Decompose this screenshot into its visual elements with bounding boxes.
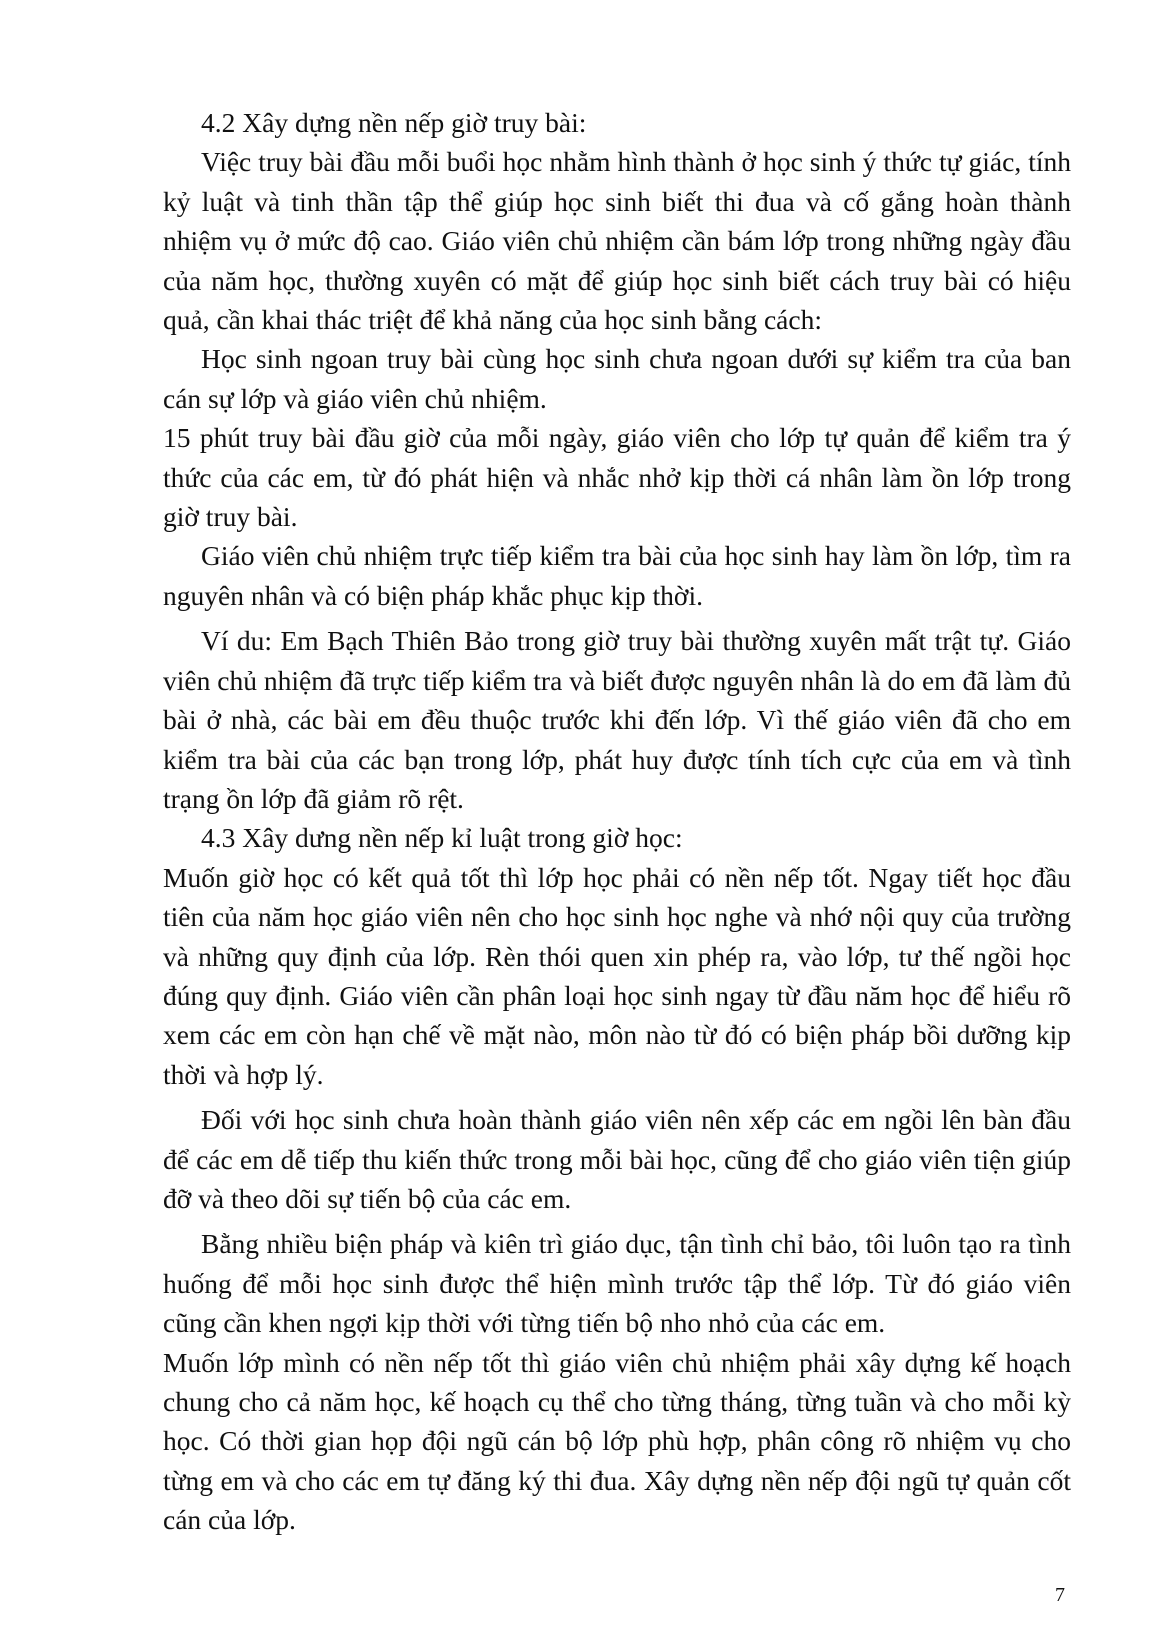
paragraph-planning: Muốn lớp mình có nền nếp tốt thì giáo viên chủ nhiệm phải xây dựng kế hoạch chung cho cả năm học, kế hoạch cụ thể cho từng tháng, từng tuần và cho mỗi kỳ học. Có thời gian họp đội ngũ cán bộ lớp phù hợp, phân công rõ nhiệm vụ cho từng em và cho các em tự đăng ký thi đua. Xây dựng nền nếp đội ngũ tự quản cốt cán của lớp. bbox=[163, 1346, 1071, 1536]
section-heading-4-2: 4.2 Xây dựng nền nếp giờ truy bài: bbox=[201, 107, 587, 138]
document-body bbox=[163, 103, 1071, 1540]
paragraph-truy-bai-purpose: Việc truy bài đầu mỗi buổi học nhằm hình thành ở học sinh ý thức tự giác, tính kỷ luật và tinh thần tập thể giúp học sinh biết thi đua và cố gắng hoàn thành nhiệm vụ ở mức độ cao. Giáo viên chủ nhiệm cần bám lớp trong những ngày đầu của năm học, thường xuyên có mặt để giúp học sinh biết cách truy bài có hiệu quả, cần khai thác triệt để khả năng của học sinh bằng cách: bbox=[163, 146, 1071, 336]
paragraph-class-discipline: Muốn giờ học có kết quả tốt thì lớp học phải có nền nếp tốt. Ngay tiết học đầu tiên của năm học giáo viên nên cho học sinh học nghe và nhớ nội quy của trường và những quy định của lớp. Rèn thói quen xin phép ra, vào lớp, tư thế ngồi học đúng quy định. Giáo viên cần phân loại học sinh ngay từ đầu năm học để hiểu rõ xem các em còn hạn chế về mặt nào, môn nào từ đó có biện pháp bồi dưỡng kịp thời và hợp lý. bbox=[163, 861, 1071, 1090]
page-number: 7 bbox=[1055, 1584, 1065, 1606]
section-heading-4-3: 4.3 Xây dưng nền nếp kỉ luật trong giờ học: bbox=[201, 822, 683, 854]
paragraph-teacher-check: Giáo viên chủ nhiệm trực tiếp kiểm tra bài của học sinh hay làm ồn lớp, tìm ra nguyên nhân và có biện pháp khắc phục kịp thời. bbox=[163, 540, 1071, 611]
paragraph-student-pairing: Học sinh ngoan truy bài cùng học sinh chưa ngoan dưới sự kiểm tra của ban cán sự lớp và giáo viên chủ nhiệm. bbox=[163, 343, 1071, 414]
paragraph-fifteen-minutes: 15 phút truy bài đầu giờ của mỗi ngày, giáo viên cho lớp tự quản để kiểm tra ý thức của các em, từ đó phát hiện và nhắc nhở kịp thời cá nhân làm ồn lớp trong giờ truy bài. bbox=[163, 422, 1071, 533]
paragraph-seating: Đối với học sinh chưa hoàn thành giáo viên nên xếp các em ngồi lên bàn đầu để các em dễ tiếp thu kiến thức trong mỗi bài học, cũng để cho giáo viên tiện giúp đỡ và theo dõi sự tiến bộ của các em. bbox=[163, 1104, 1071, 1214]
paragraph-encouragement: Bằng nhiều biện pháp và kiên trì giáo dục, tận tình chỉ bảo, tôi luôn tạo ra tình huống để mỗi học sinh được thể hiện mình trước tập thể lớp. Từ đó giáo viên cũng cần khen ngợi kịp thời với từng tiến bộ nho nhỏ của các em. bbox=[163, 1228, 1071, 1339]
paragraph-example: Ví du: Em Bạch Thiên Bảo trong giờ truy bài thường xuyên mất trật tự. Giáo viên chủ nhiệm đã trực tiếp kiểm tra và biết được nguyên nhân là do em đã làm đủ bài ở nhà, các bài em đều thuộc trước khi đến lớp. Vì thế giáo viên đã cho em kiểm tra bài của các bạn trong lớp, phát huy được tính tích cực của em và tình trạng ồn lớp đã giảm rõ rệt. bbox=[163, 625, 1071, 814]
